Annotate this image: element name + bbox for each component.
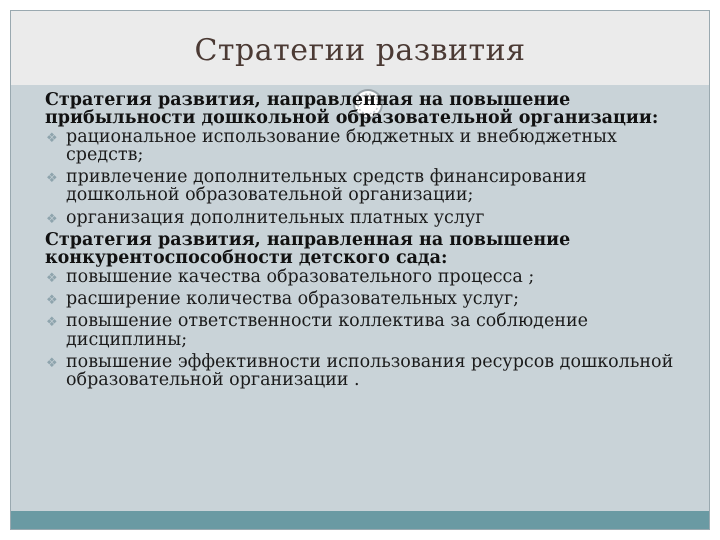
section-heading: Стратегия развития, направленная на повышение конкурентоспособности детского сада: xyxy=(45,230,571,269)
list-item xyxy=(45,168,693,205)
list-item-text: повышение ответственности коллектива за соблюдение дисциплины; xyxy=(66,311,589,350)
bullet-list xyxy=(45,268,693,390)
diamond-bullet-icon: ❖ xyxy=(46,292,58,308)
list-item xyxy=(45,312,693,349)
slide xyxy=(10,10,710,530)
list-item-text: повышение качества образовательного процесса ; xyxy=(66,266,535,287)
list-item xyxy=(45,353,693,390)
diamond-bullet-icon: ❖ xyxy=(46,130,58,146)
section-profitability xyxy=(45,91,693,227)
list-item-text: повышение эффективности использования ресурсов дошкольной образовательной организации . xyxy=(66,351,674,391)
bottom-band xyxy=(11,511,709,529)
list-item xyxy=(45,268,693,286)
list-item xyxy=(45,128,693,165)
content xyxy=(45,91,693,393)
diamond-bullet-icon: ❖ xyxy=(46,211,58,227)
diamond-bullet-icon: ❖ xyxy=(46,315,58,331)
list-item-text: привлечение дополнительных средств финансирования дошкольной образовательной организации; xyxy=(66,167,587,206)
list-item-text: рациональное использование бюджетных и внебюджетных средств; xyxy=(66,126,617,165)
title-band xyxy=(11,11,709,85)
diamond-bullet-icon: ❖ xyxy=(46,355,58,371)
section-competitiveness xyxy=(45,231,693,389)
list-item xyxy=(45,290,693,308)
diamond-bullet-icon: ❖ xyxy=(46,171,58,187)
section-heading: Стратегия развития, направленная на повышение прибыльности дошкольной образовательной организации: xyxy=(45,90,659,129)
diamond-bullet-icon: ❖ xyxy=(46,270,58,286)
slide-title: Стратегии развития xyxy=(194,33,526,68)
list-item-text: организация дополнительных платных услуг xyxy=(66,207,485,228)
bullet-list xyxy=(45,128,693,227)
list-item-text: расширение количества образовательных услуг; xyxy=(66,288,520,309)
list-item xyxy=(45,209,693,227)
